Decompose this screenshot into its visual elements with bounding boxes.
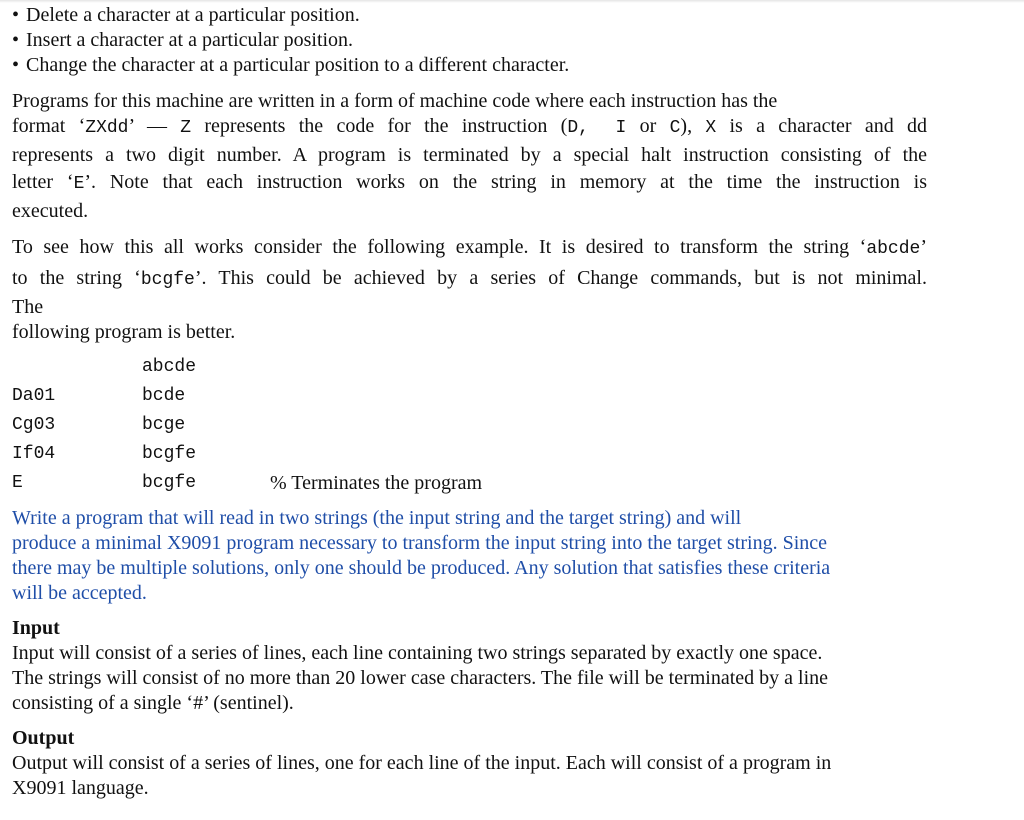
operations-list [12,3,927,78]
example-command: Cg03 [12,415,56,435]
example-command: If04 [12,444,56,464]
document-page [12,3,927,801]
paragraph-line: format ‘ZXdd’ — Z represents the code for the instruction (D, I or C), X is a character and dd [12,115,928,138]
paragraph-line: The strings will consist of no more than 20 lower case characters. The file will be terminated by a line [12,667,829,689]
bullet-icon: • [12,4,20,26]
paragraph-line: X9091 language. [12,777,149,799]
paragraph-line: Programs for this machine are written in a form of machine code where each instruction has the [12,90,778,112]
paragraph-line: Input will consist of a series of lines, each line containing two strings separated by exactly one space. [12,642,823,664]
list-item: • Insert a character at a particular position. [12,29,354,51]
example-string: bcge [142,415,186,435]
example-string: abcde [142,357,197,377]
list-item: • Change the character at a particular position to a different character. [12,54,570,76]
paragraph-line: Write a program that will read in two strings (the input string and the target string) and will [12,507,742,529]
paragraph-line: consisting of a single ‘#’ (sentinel). [12,692,294,714]
paragraph-line: there may be multiple solutions, only one should be produced. Any solution that satisfies these criteria [12,557,831,579]
example-command: E [12,473,23,493]
example-string: bcde [142,386,186,406]
paragraph-line: Output will consist of a series of lines, one for each line of the input. Each will consist of a program in [12,752,832,774]
paragraph-line: produce a minimal X9091 program necessary to transform the input string into the target string. Since [12,532,827,554]
example-string: bcgfe [142,473,197,493]
paragraph-line: letter ‘E’. Note that each instruction works on the string in memory at the time the instruction is [12,171,927,194]
paragraph-line: will be accepted. [12,582,147,604]
paragraph-line: To see how this all works consider the following example. It is desired to transform the string ‘abcde’ [12,236,927,259]
paragraph-line: The [12,296,44,318]
bullet-icon: • [12,54,20,76]
example-comment: % Terminates the program [270,472,483,494]
example-string: bcgfe [142,444,197,464]
example-command: Da01 [12,386,56,406]
paragraph-line: represents a two digit number. A program is terminated by a special halt instruction consisting of the [12,144,927,166]
output-heading: Output [12,727,75,749]
instruction-format-paragraph [12,89,927,226]
paragraph-line: executed. [12,200,89,222]
output-section [12,726,927,801]
task-description [12,506,927,606]
bullet-icon: • [12,29,20,51]
example-intro-paragraph [12,233,927,345]
example-program [12,353,927,503]
list-item: • Delete a character at a particular position. [12,4,360,26]
paragraph-line: to the string ‘bcgfe’. This could be achieved by a series of Change commands, but is not minimal. [12,267,927,290]
input-heading: Input [12,617,60,639]
input-section [12,616,927,716]
paragraph-line: following program is better. [12,321,236,343]
